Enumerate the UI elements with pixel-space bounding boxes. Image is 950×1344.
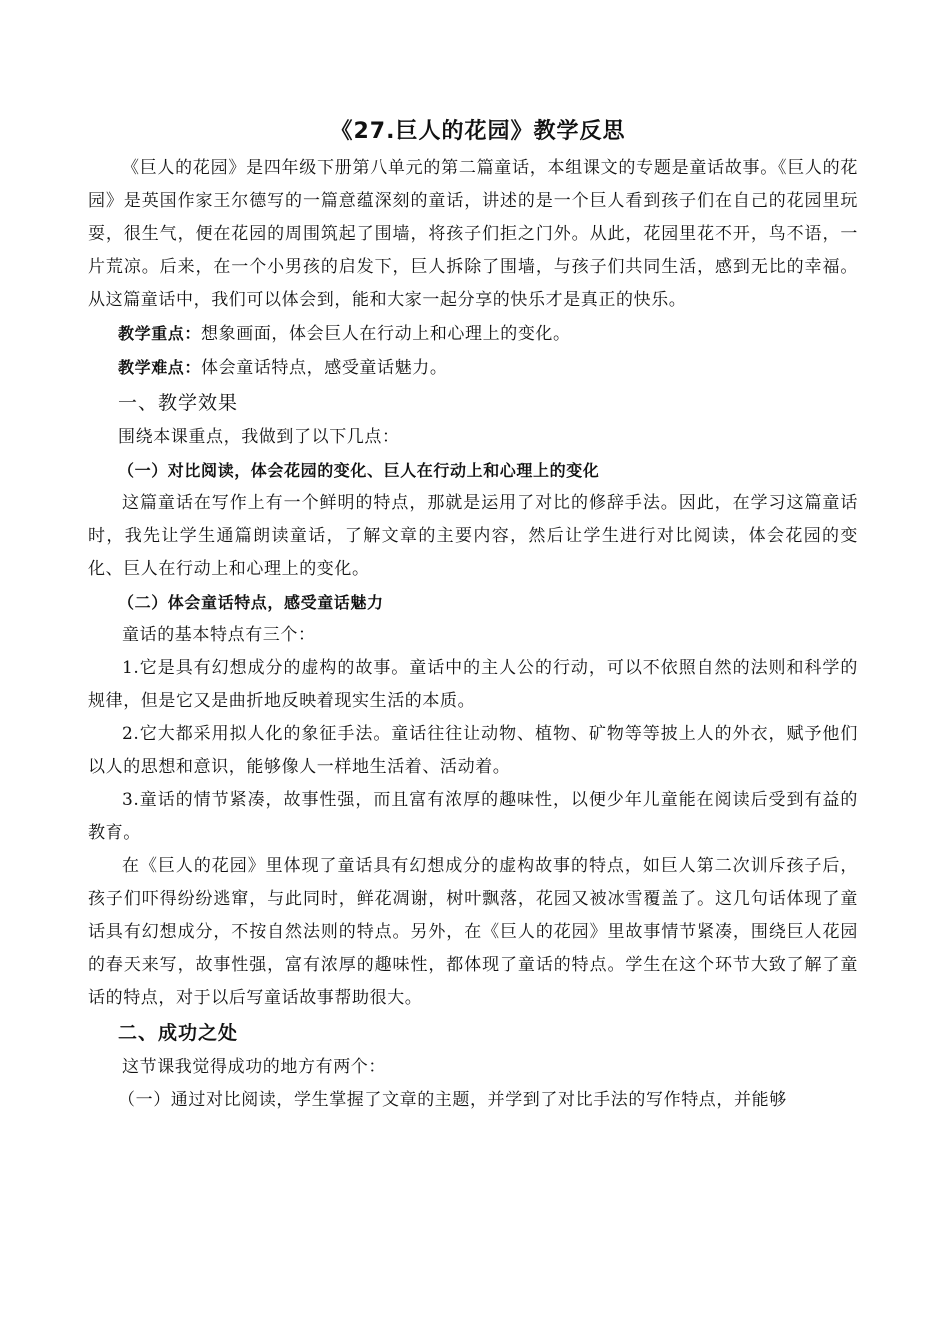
section1-sub1-heading: （一）对比阅读，体会花园的变化、巨人在行动上和心理上的变化 [118, 461, 600, 480]
section1-lead: 围绕本课重点，我做到了以下几点： [118, 427, 400, 447]
feature-item-2: 2.它大都采用拟人化的象征手法。童话往往让动物、植物、矿物等等披上人的外衣，赋予他们以人的思想和意识，能够像人一样地生活着、活动着。 [88, 724, 858, 777]
difficulty-text: 体会童话特点，感受童话魅力。 [201, 358, 448, 378]
key-point-label: 教学重点： [118, 324, 202, 343]
section1-sub1-text: 这篇童话在写作上有一个鲜明的特点，那就是运用了对比的修辞手法。因此，在学习这篇童话时，我先让学生通篇朗读童话，了解文章的主要内容，然后让学生进行对比阅读，体会花园的变化、巨人在行动上和心理上的变化。 [88, 493, 858, 579]
intro-paragraph: 《巨人的花园》是四年级下册第八单元的第二篇童话，本组课文的专题是童话故事。《巨人的花园》是英国作家王尔德写的一篇意蕴深刻的童话，讲述的是一个巨人看到孩子们在自己的花园里玩耍，很生气，便在花园的周围筑起了围墙，将孩子们拒之门外。从此，花园里花不开，鸟不语，一片荒凉。后来，在一个小男孩的启发下，巨人拆除了围墙，与孩子们共同生活，感到无比的幸福。从这篇童话中，我们可以体会到，能和大家一起分享的快乐才是真正的快乐。 [88, 158, 858, 310]
document-title: 《27.巨人的花园》教学反思 [330, 119, 626, 144]
section1-heading: 一、教学效果 [118, 392, 239, 414]
difficulty-label: 教学难点： [118, 358, 202, 377]
key-point-line [88, 317, 858, 351]
difficulty-line [88, 351, 858, 385]
section2-item1: （一）通过对比阅读，学生掌握了文章的主题，并学到了对比手法的写作特点，并能够 [118, 1090, 787, 1110]
section1-sub2-lead: 童话的基本特点有三个： [122, 625, 316, 645]
key-point-text: 想象画面，体会巨人在行动上和心理上的变化。 [201, 324, 571, 344]
feature-item-1: 1.它是具有幻想成分的虚构的故事。童话中的主人公的行动，可以不依照自然的法则和科学的规律，但是它又是曲折地反映着现实生活的本质。 [88, 658, 858, 711]
section1-sub2-summary: 在《巨人的花园》里体现了童话具有幻想成分的虚构故事的特点，如巨人第二次训斥孩子后，孩子们吓得纷纷逃窜，与此同时，鲜花凋谢，树叶飘落，花园又被冰雪覆盖了。这几句话体现了童话具有幻想成分，不按自然法则的特点。另外，在《巨人的花园》里故事情节紧凑，围绕巨人花园的春天来写，故事性强，富有浓厚的趣味性，都体现了童话的特点。学生在这个环节大致了解了童话的特点，对于以后写童话故事帮助很大。 [88, 856, 858, 1008]
section2-lead: 这节课我觉得成功的地方有两个： [122, 1057, 386, 1077]
document-page [88, 112, 858, 1117]
section1-sub2-heading: （二）体会童话特点，感受童话魅力 [118, 593, 384, 612]
feature-item-3: 3.童话的情节紧凑，故事性强，而且富有浓厚的趣味性，以便少年儿童能在阅读后受到有益的教育。 [88, 790, 858, 843]
section2-heading: 二、成功之处 [118, 1022, 239, 1044]
